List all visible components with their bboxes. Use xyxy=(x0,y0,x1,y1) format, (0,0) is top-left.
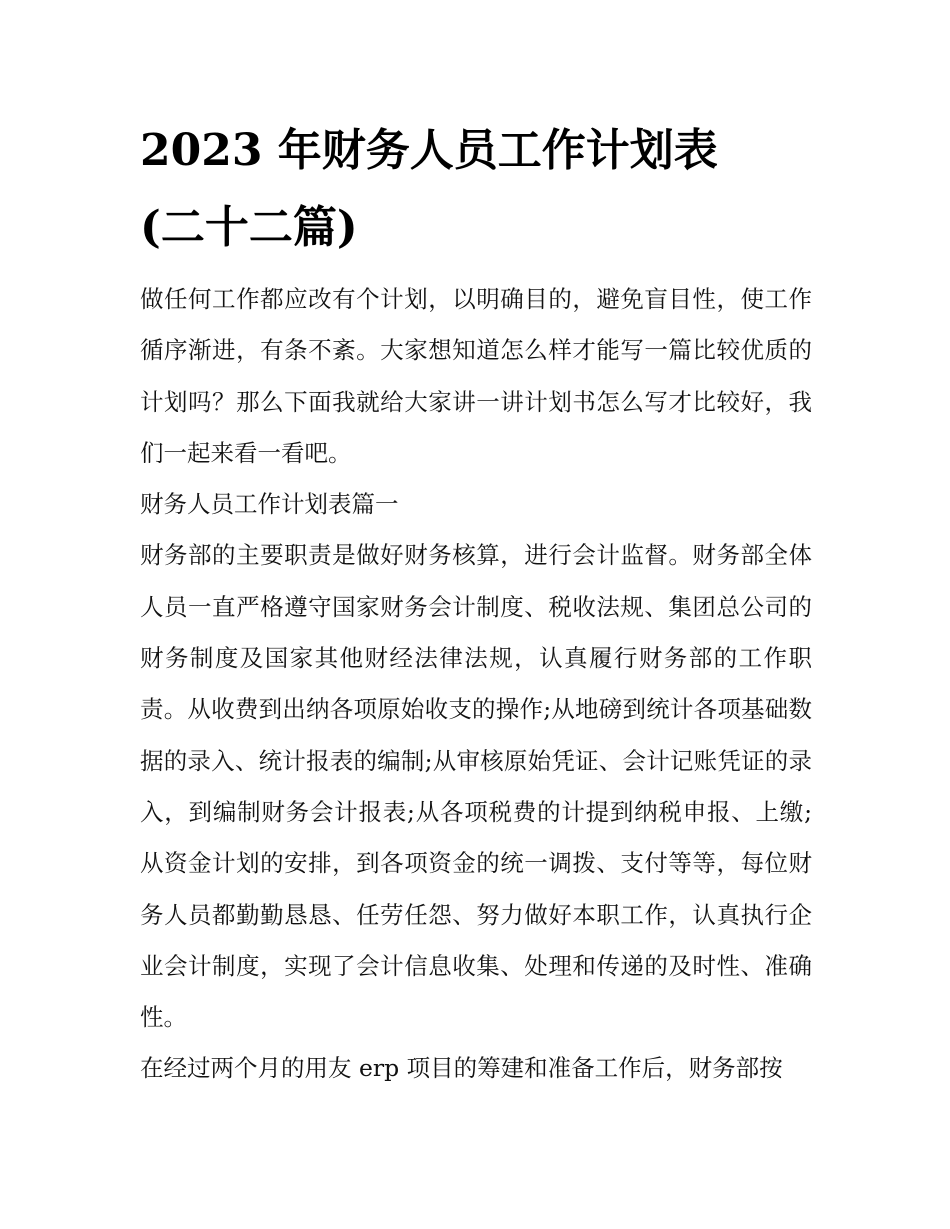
body-paragraph: 财务部的主要职责是做好财务核算，进行会计监督。财务部全体人员一直严格遵守国家财务会计制度、税收法规、集团总公司的财务制度及国家其他财经法律法规，认真履行财务部的工作职责。从收费到出纳各项原始收支的操作;从地磅到统计各项基础数据的录入、统计报表的编制;从审核原始凭证、会计记账凭证的录入，到编制财务会计报表;从各项税费的计提到纳税申报、上缴;从资金计划的安排，到各项资金的统一调拨、支付等等，每位财务人员都勤勤恳恳、任劳任怨、努力做好本职工作，认真执行企业会计制度，实现了会计信息收集、处理和传递的及时性、准确性。 xyxy=(140,541,812,1032)
body-paragraph-continued: 在经过两个月的用友 erp 项目的筹建和准备工作后，财务部按 xyxy=(140,1054,783,1083)
title-line-2: (二十二篇) xyxy=(140,202,358,253)
document-body xyxy=(140,112,812,1095)
intro-paragraph: 做任何工作都应改有个计划，以明确目的，避免盲目性，使工作循序渐进，有条不紊。大家想知道怎么样才能写一篇比较优质的计划吗？那么下面我就给大家讲一讲计划书怎么写才比较好，我们一起来看一看吧。 xyxy=(140,285,812,467)
document-title xyxy=(140,112,812,266)
section-heading: 财务人员工作计划表篇一 xyxy=(140,490,399,519)
title-line-1: 2023 年财务人员工作计划表 xyxy=(140,125,718,176)
